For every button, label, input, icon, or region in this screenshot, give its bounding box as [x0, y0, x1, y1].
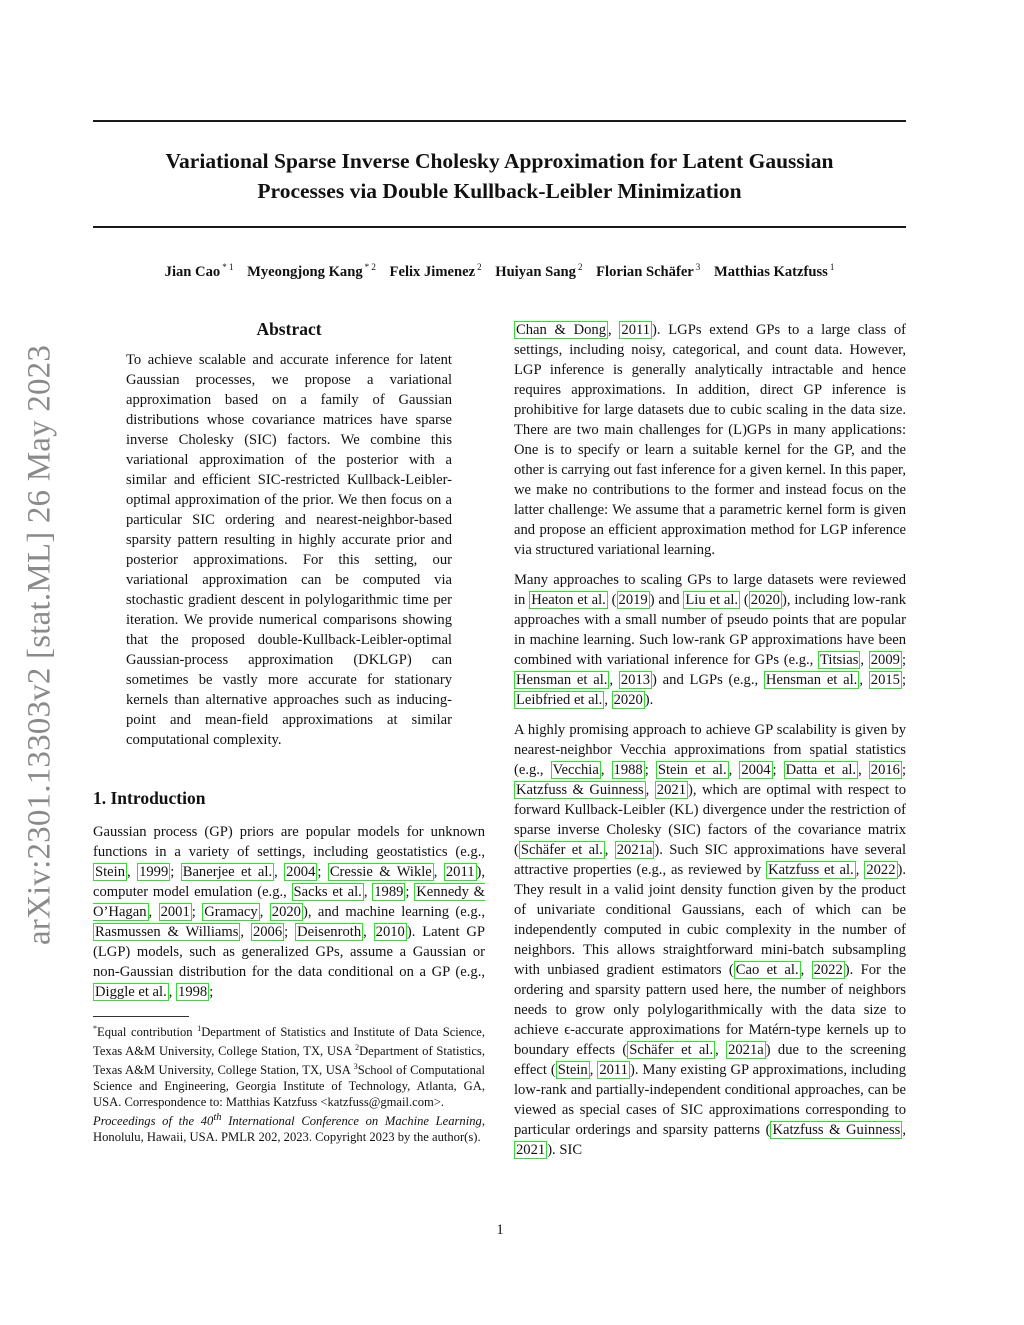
citation-link[interactable]: Stein: [557, 1062, 588, 1078]
citation-link[interactable]: 2022: [866, 862, 896, 878]
footnote-rule: [93, 1016, 189, 1017]
citation-link[interactable]: 1998: [178, 984, 208, 1000]
citation-link[interactable]: Hensman et al.: [516, 672, 608, 688]
citation-link[interactable]: 2020: [271, 904, 301, 920]
citation-link[interactable]: Chan & Dong: [516, 322, 607, 338]
citation-link[interactable]: 2015: [870, 672, 900, 688]
citation-link[interactable]: Heaton et al.: [531, 592, 606, 608]
citation-link[interactable]: Liu et al.: [685, 592, 739, 608]
arxiv-identifier-stamp: [15, 330, 65, 960]
citation-link[interactable]: 2001: [160, 904, 190, 920]
author-list: [93, 262, 906, 281]
citation-link[interactable]: 2019: [618, 592, 648, 608]
citation-link[interactable]: 2011: [621, 322, 651, 338]
citation-link[interactable]: 2016: [870, 762, 900, 778]
citation-link[interactable]: Datta et al.: [785, 762, 857, 778]
page-number: 1: [496, 1222, 504, 1238]
author: Felix Jimenez $^2$: [389, 262, 482, 280]
affiliation-footnote: *Equal contribution $^1$Department of Statistics and Institute of Data Science, Texas A&M University, College Station, TX, USA $^2$Department of Statistics, Texas A&M University, College Station, TX, USA $^3$School of Computational Science and Engineering, Georgia Institute of Technology, Atlanta, GA, USA. Correspondence to: Matthias Katzfuss <katzfuss@gmail.com>.: [93, 1024, 486, 1109]
citation-link[interactable]: 2004: [741, 762, 771, 778]
citation-link[interactable]: Leibfried et al.: [516, 692, 603, 708]
citation-link[interactable]: 2006: [252, 924, 283, 940]
citation-link[interactable]: Banerjee et al.: [182, 864, 273, 880]
arxiv-id-text: arXiv:2301.13303v2 [stat.ML] 26 May 2023: [21, 344, 58, 946]
citation-link[interactable]: Hensman et al.: [765, 672, 858, 688]
section-heading-introduction: 1. Introduction: [93, 788, 206, 808]
author: Jian Cao $^{* 1}$: [164, 262, 234, 280]
citation-link[interactable]: 1999: [139, 864, 169, 880]
citation-link[interactable]: Stein et al.: [657, 762, 727, 778]
citation-link[interactable]: 2020: [613, 692, 643, 708]
citation-link[interactable]: 1989: [374, 884, 404, 900]
citation-link[interactable]: 2021a: [616, 842, 653, 858]
citation-link[interactable]: 2011: [599, 1062, 628, 1078]
citation-link[interactable]: Cao et al.: [735, 962, 799, 978]
left-column: [93, 316, 485, 1145]
citation-link[interactable]: 2021a: [728, 1042, 764, 1058]
title-rule-top: [93, 120, 906, 122]
citation-link[interactable]: Vecchia: [552, 762, 599, 778]
intro-paragraph-3: A highly promising approach to achieve GP scalability is given by nearest-neighbor Vecchia approximations from spatial statistics (e.g., Vecchia , 1988 ; Stein et al. , 2004 ; Datta et al. , 2016 ; Katzfuss & Guinness , 2021 ), which are optimal with respect to forward Kullback-Leibler (KL) divergence under the restriction of sparse inverse Cholesky (SIC) factors of the covariance matrix ( Schäfer et al. , 2021a ). Such SIC approximations have several attractive properties (e.g., as reviewed by Katzfuss et al. , 2022 ). They result in a valid joint density function given by the product of univariate conditional Gaussians, each of which can be independently computed in cubic complexity in the number of neighbors. This allows straightforward mini-batch subsampling with unbiased gradient estimators ( Cao et al. , 2022 ). For the ordering and sparsity pattern used here, the number of neighbors needs to grow only polylogarithmically with the data size to achieve ϵ-accurate approximations for Matérn-type kernels up to boundary effects ( Schäfer et al. , 2021a ) due to the screening effect ( Stein , 2011 ). Many existing GP approximations, including low-rank and partially-independent conditional approaches, can be viewed as special cases of SIC approximations corresponding to particular orderings and sparsity patterns ( Katzfuss & Guinness , 2021 ). SIC: [514, 722, 907, 1158]
citation-link[interactable]: Stein: [95, 864, 125, 880]
abstract-heading: Abstract: [256, 319, 322, 339]
author: Florian Schäfer $^3$: [596, 262, 701, 280]
citation-link[interactable]: Deisenroth: [297, 924, 362, 940]
citation-link[interactable]: Schäfer et al.: [629, 1042, 714, 1058]
citation-link[interactable]: Titsias: [819, 652, 859, 668]
proceedings-notice: Proceedings of the 40th International Conference on Machine Learning, Honolulu, Hawaii, USA. PMLR 202, 2023. Copyright 2023 by the author(s).: [93, 1112, 485, 1145]
author: Myeongjong Kang $^{* 2}$: [247, 262, 376, 280]
citation-link[interactable]: Cressie & Wikle: [329, 864, 432, 880]
right-column: [514, 320, 906, 1160]
author: Huiyan Sang $^2$: [495, 262, 583, 280]
citation-link[interactable]: Sacks et al.: [293, 884, 362, 900]
citation-link[interactable]: 2021: [516, 1142, 546, 1158]
intro-paragraph-1-continued: Chan & Dong , 2011 ). LGPs extend GPs to a large class of settings, including noisy, categorical, and count data. However, LGP inference is generally analytically intractable and hence requires approximations. In addition, direct GP inference is prohibitive for large datasets due to cubic scaling in the data size. There are two main challenges for (L)GPs in many applications: One is to specify or learn a suitable kernel for the GP, and the other is carrying out fast inference for a given kernel. In this paper, we make no contributions to the former and instead focus on the latter challenge: We assume that a parametric kernel form is given and propose an efficient approximation method for LGP inference via structured variational learning.: [514, 322, 907, 558]
citation-link[interactable]: 2011: [445, 864, 475, 880]
intro-paragraph-1: Gaussian process (GP) priors are popular models for unknown functions in a variety of settings, including geostatistics (e.g., Stein , 1999 ; Banerjee et al. , 2004 ; Cressie & Wikle , 2011 ), computer model emulation (e.g., Sacks et al. , 1989 ; Kennedy & O’Hagan , 2001 ; Gramacy , 2020 ), and machine learning (e.g., Rasmussen & Williams , 2006 ; Deisenroth , 2010 ). Latent GP (LGP) models, such as generalized GPs, assume a Gaussian or non-Gaussian distribution for the data conditional on a GP (e.g., Diggle et al. , 1998 ;: [93, 824, 486, 1000]
citation-link[interactable]: Rasmussen & Williams: [95, 924, 239, 940]
citation-link[interactable]: 2013: [620, 672, 651, 688]
paper-title: [93, 146, 906, 206]
citation-link[interactable]: 2022: [813, 962, 843, 978]
citation-link[interactable]: 1988: [613, 762, 643, 778]
citation-link[interactable]: 2020: [750, 592, 780, 608]
citation-link[interactable]: Schäfer et al.: [520, 842, 603, 858]
abstract-text: To achieve scalable and accurate inference for latent Gaussian processes, we propose a variational approximation based on a family of Gaussian distributions whose covariance matrices have sparse inverse Cholesky (SIC) factors. We combine this variational approximation of the posterior with a similar and efficient SIC-restricted Kullback-Leibler-optimal approximation of the prior. We then focus on a particular SIC ordering and nearest-neighbor-based sparsity pattern resulting in highly accurate prior and posterior approximations. For this setting, our variational approximation can be computed via stochastic gradient descent in polylogarithmic time per iteration. We provide numerical comparisons showing that the proposed double-Kullback-Leibler-optimal Gaussian-process approximation (DKLGP) can sometimes be vastly more accurate for stationary kernels than alternative approaches such as inducing-point and mean-field approximations at similar computational complexity.: [126, 352, 452, 748]
intro-paragraph-2: Many approaches to scaling GPs to large datasets were reviewed in Heaton et al. ( 2019 ) and Liu et al. ( 2020 ), including low-rank approaches with a small number of pseudo points that are popular in machine learning. Such low-rank GP approximations have been combined with variational inference for GPs (e.g., Titsias , 2009 ; Hensman et al. , 2013 ) and LGPs (e.g., Hensman et al. , 2015 ; Leibfried et al. , 2020 ).: [514, 572, 907, 708]
citation-link[interactable]: Katzfuss & Guinness: [772, 1122, 901, 1138]
title-line-1: Variational Sparse Inverse Cholesky Approximation for Latent Gaussian: [165, 149, 834, 173]
title-line-2: Processes via Double Kullback-Leibler Minimization: [257, 179, 742, 203]
citation-link[interactable]: Gramacy: [204, 904, 258, 920]
citation-link[interactable]: Katzfuss et al.: [768, 862, 854, 878]
citation-link[interactable]: Kennedy & O’Hagan: [93, 884, 486, 920]
title-rule-bottom: [93, 226, 906, 228]
author: Matthias Katzfuss $^1$: [713, 262, 835, 280]
citation-link[interactable]: Katzfuss & Guinness: [516, 782, 644, 798]
citation-link[interactable]: Diggle et al.: [95, 984, 167, 1000]
citation-link[interactable]: 2004: [286, 864, 316, 880]
citation-link[interactable]: 2010: [375, 924, 405, 940]
citation-link[interactable]: 2009: [870, 652, 900, 668]
citation-link[interactable]: 2021: [656, 782, 686, 798]
